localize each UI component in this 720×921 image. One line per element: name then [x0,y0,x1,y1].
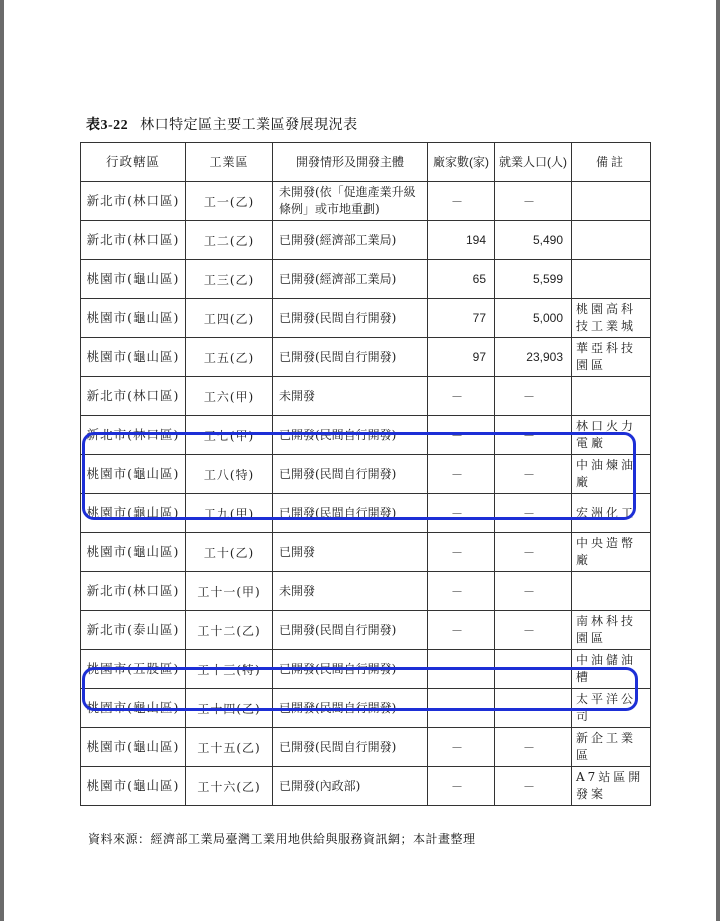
row-region: 桃園市(龜山區) [81,689,186,728]
table-row [81,689,651,728]
row-firms: 65 [428,260,495,299]
row-region: 桃園市(五股區) [81,650,186,689]
row-zone: 工十二(乙) [186,611,273,650]
row-note: 中油儲油槽 [572,650,651,689]
row-firms: － [428,611,495,650]
row-development: 已開發(經濟部工業局) [273,260,428,299]
row-employment: 5,000 [495,299,572,338]
row-firms: － [428,767,495,806]
row-note: 中央造幣廠 [572,533,651,572]
row-region: 桃園市(龜山區) [81,455,186,494]
row-development: 已開發(民間自行開發) [273,650,428,689]
row-firms: － [428,650,495,689]
table-row [81,260,651,299]
table-row [81,494,651,533]
row-region: 新北市(林口區) [81,182,186,221]
row-zone: 工九(甲) [186,494,273,533]
row-note: 桃園高科技工業城 [572,299,651,338]
table-row [81,767,651,806]
row-region: 桃園市(龜山區) [81,338,186,377]
table-row [81,572,651,611]
table-row [81,455,651,494]
row-employment: － [495,377,572,416]
header-development: 開發情形及開發主體 [273,143,428,182]
table-caption [86,114,358,134]
row-firms: － [428,689,495,728]
row-firms: － [428,377,495,416]
row-firms: － [428,455,495,494]
row-region: 桃園市(龜山區) [81,767,186,806]
header-employment: 就業人口(人) [495,143,572,182]
table-title: 林口特定區主要工業區發展現況表 [140,117,358,133]
row-employment: － [495,650,572,689]
row-zone: 工十四(乙) [186,689,273,728]
row-zone: 工十一(甲) [186,572,273,611]
row-zone: 工四(乙) [186,299,273,338]
row-note [572,377,651,416]
row-firms: － [428,494,495,533]
row-employment: 5,599 [495,260,572,299]
row-development: 未開發 [273,377,428,416]
table-row [81,338,651,377]
row-development: 已開發(民間自行開發) [273,299,428,338]
row-zone: 工十三(特) [186,650,273,689]
header-region: 行政轄區 [81,143,186,182]
table-row [81,533,651,572]
row-region: 新北市(林口區) [81,572,186,611]
row-region: 桃園市(龜山區) [81,260,186,299]
header-firms: 廠家數(家) [428,143,495,182]
source-note: 資料來源：經濟部工業局臺灣工業用地供給與服務資訊網；本計畫整理 [88,832,476,846]
row-firms: 77 [428,299,495,338]
row-firms: 97 [428,338,495,377]
row-firms: 194 [428,221,495,260]
row-employment: － [495,611,572,650]
row-note: 林口火力電廠 [572,416,651,455]
row-zone: 工一(乙) [186,182,273,221]
row-development: 已開發(民間自行開發) [273,455,428,494]
row-region: 桃園市(龜山區) [81,299,186,338]
row-note: 新企工業區 [572,728,651,767]
row-development: 已開發(內政部) [273,767,428,806]
row-zone: 工十五(乙) [186,728,273,767]
row-note: 太平洋公司 [572,689,651,728]
row-employment: － [495,455,572,494]
row-development: 未開發(依「促進產業升級條例」或市地重劃) [273,182,428,221]
table-row [81,299,651,338]
row-zone: 工六(甲) [186,377,273,416]
row-region: 桃園市(龜山區) [81,494,186,533]
header-zone: 工業區 [186,143,273,182]
row-zone: 工十(乙) [186,533,273,572]
table-row [81,377,651,416]
row-note [572,260,651,299]
row-note [572,182,651,221]
row-note [572,221,651,260]
row-employment: 5,490 [495,221,572,260]
row-firms: － [428,572,495,611]
row-employment: － [495,416,572,455]
row-development: 已開發(民間自行開發) [273,416,428,455]
table-number: 表3-22 [86,118,129,133]
row-zone: 工八(特) [186,455,273,494]
row-employment: － [495,572,572,611]
row-employment: － [495,533,572,572]
row-note: 南林科技園區 [572,611,651,650]
table-row [81,611,651,650]
row-note: A7站區開發案 [572,767,651,806]
table-row [81,182,651,221]
industrial-zone-table [80,142,651,806]
row-zone: 工七(甲) [186,416,273,455]
row-firms: － [428,416,495,455]
row-note: 中油煉油廠 [572,455,651,494]
row-development: 已開發(民間自行開發) [273,689,428,728]
row-zone: 工二(乙) [186,221,273,260]
row-firms: － [428,533,495,572]
row-employment: － [495,494,572,533]
row-note: 宏洲化工 [572,494,651,533]
row-employment: － [495,728,572,767]
header-note: 備註 [572,143,651,182]
row-development: 已開發(民間自行開發) [273,611,428,650]
row-development: 已開發(民間自行開發) [273,728,428,767]
row-region: 新北市(林口區) [81,221,186,260]
table-row [81,728,651,767]
row-region: 新北市(林口區) [81,377,186,416]
row-zone: 工十六(乙) [186,767,273,806]
row-development: 已開發(民間自行開發) [273,338,428,377]
row-zone: 工三(乙) [186,260,273,299]
row-firms: － [428,182,495,221]
row-zone: 工五(乙) [186,338,273,377]
row-development: 未開發 [273,572,428,611]
row-region: 新北市(泰山區) [81,611,186,650]
table-row [81,650,651,689]
row-firms: － [428,728,495,767]
table-header-row [81,143,651,182]
row-employment: － [495,767,572,806]
row-note [572,572,651,611]
row-note: 華亞科技園區 [572,338,651,377]
row-region: 桃園市(龜山區) [81,533,186,572]
row-region: 桃園市(龜山區) [81,728,186,767]
table-row [81,416,651,455]
row-development: 已開發(經濟部工業局) [273,221,428,260]
row-region: 新北市(林口區) [81,416,186,455]
row-development: 已開發(民間自行開發) [273,494,428,533]
table-row [81,221,651,260]
row-development: 已開發 [273,533,428,572]
row-employment: 23,903 [495,338,572,377]
row-employment: － [495,689,572,728]
row-employment: － [495,182,572,221]
